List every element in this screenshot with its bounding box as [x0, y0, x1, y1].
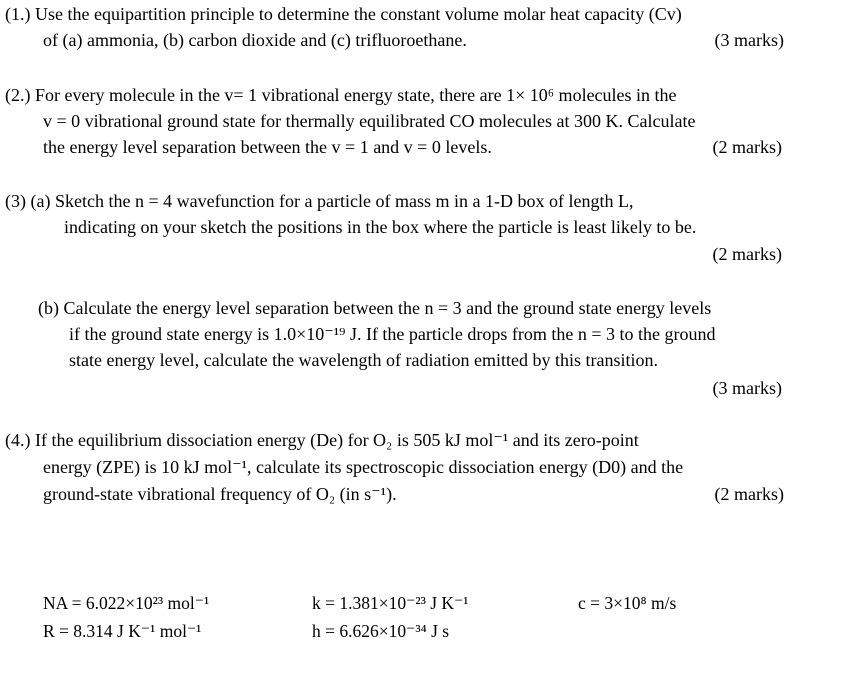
q3b-marks: (3 marks): [712, 378, 782, 398]
constant-gas: R = 8.314 J K⁻¹ mol⁻¹: [43, 621, 202, 641]
q2-line-3: the energy level separation between the v = 1 and v = 0 levels.: [43, 137, 492, 157]
q3a-marks: (2 marks): [712, 244, 782, 264]
q3a-line-2: indicating on your sketch the positions in the box where the particle is least likely to be.: [64, 217, 697, 237]
constant-avogadro: NA = 6.022×10²³ mol⁻¹: [43, 593, 210, 613]
q2-marks: (2 marks): [712, 137, 782, 157]
q4-line-1: (4.) If the equilibrium dissociation energy (De) for O₂ is 505 kJ mol⁻¹ and its zero-point: [5, 430, 639, 450]
q2-line-2: v = 0 vibrational ground state for thermally equilibrated CO molecules at 300 K. Calculate: [43, 111, 696, 131]
q4-line-2: energy (ZPE) is 10 kJ mol⁻¹, calculate its spectroscopic dissociation energy (D0) and the: [43, 457, 684, 477]
q1-marks: (3 marks): [714, 30, 784, 50]
q3b-line-2: if the ground state energy is 1.0×10⁻¹⁹ J. If the particle drops from the n = 3 to the ground: [69, 324, 716, 344]
q1-line-1: (1.) Use the equipartition principle to determine the constant volume molar heat capacity (Cv): [5, 4, 682, 24]
constant-light-speed: c = 3×10⁸ m/s: [578, 593, 677, 613]
q4-marks: (2 marks): [714, 484, 784, 504]
constant-planck: h = 6.626×10⁻³⁴ J s: [312, 621, 450, 641]
q2-line-1: (2.) For every molecule in the v= 1 vibrational energy state, there are 1× 10⁶ molecules in the: [5, 85, 677, 105]
q3b-line-1: (b) Calculate the energy level separation between the n = 3 and the ground state energy levels: [38, 298, 712, 318]
constant-boltzmann: k = 1.381×10⁻²³ J K⁻¹: [312, 593, 469, 613]
q3b-line-3: state energy level, calculate the wavelength of radiation emitted by this transition.: [69, 350, 658, 370]
q1-line-2: of (a) ammonia, (b) carbon dioxide and (c) trifluoroethane.: [43, 30, 467, 50]
q3a-line-1: (3) (a) Sketch the n = 4 wavefunction for a particle of mass m in a 1-D box of length L,: [5, 191, 634, 211]
q4-line-3: ground-state vibrational frequency of O₂ (in s⁻¹).: [43, 484, 397, 504]
